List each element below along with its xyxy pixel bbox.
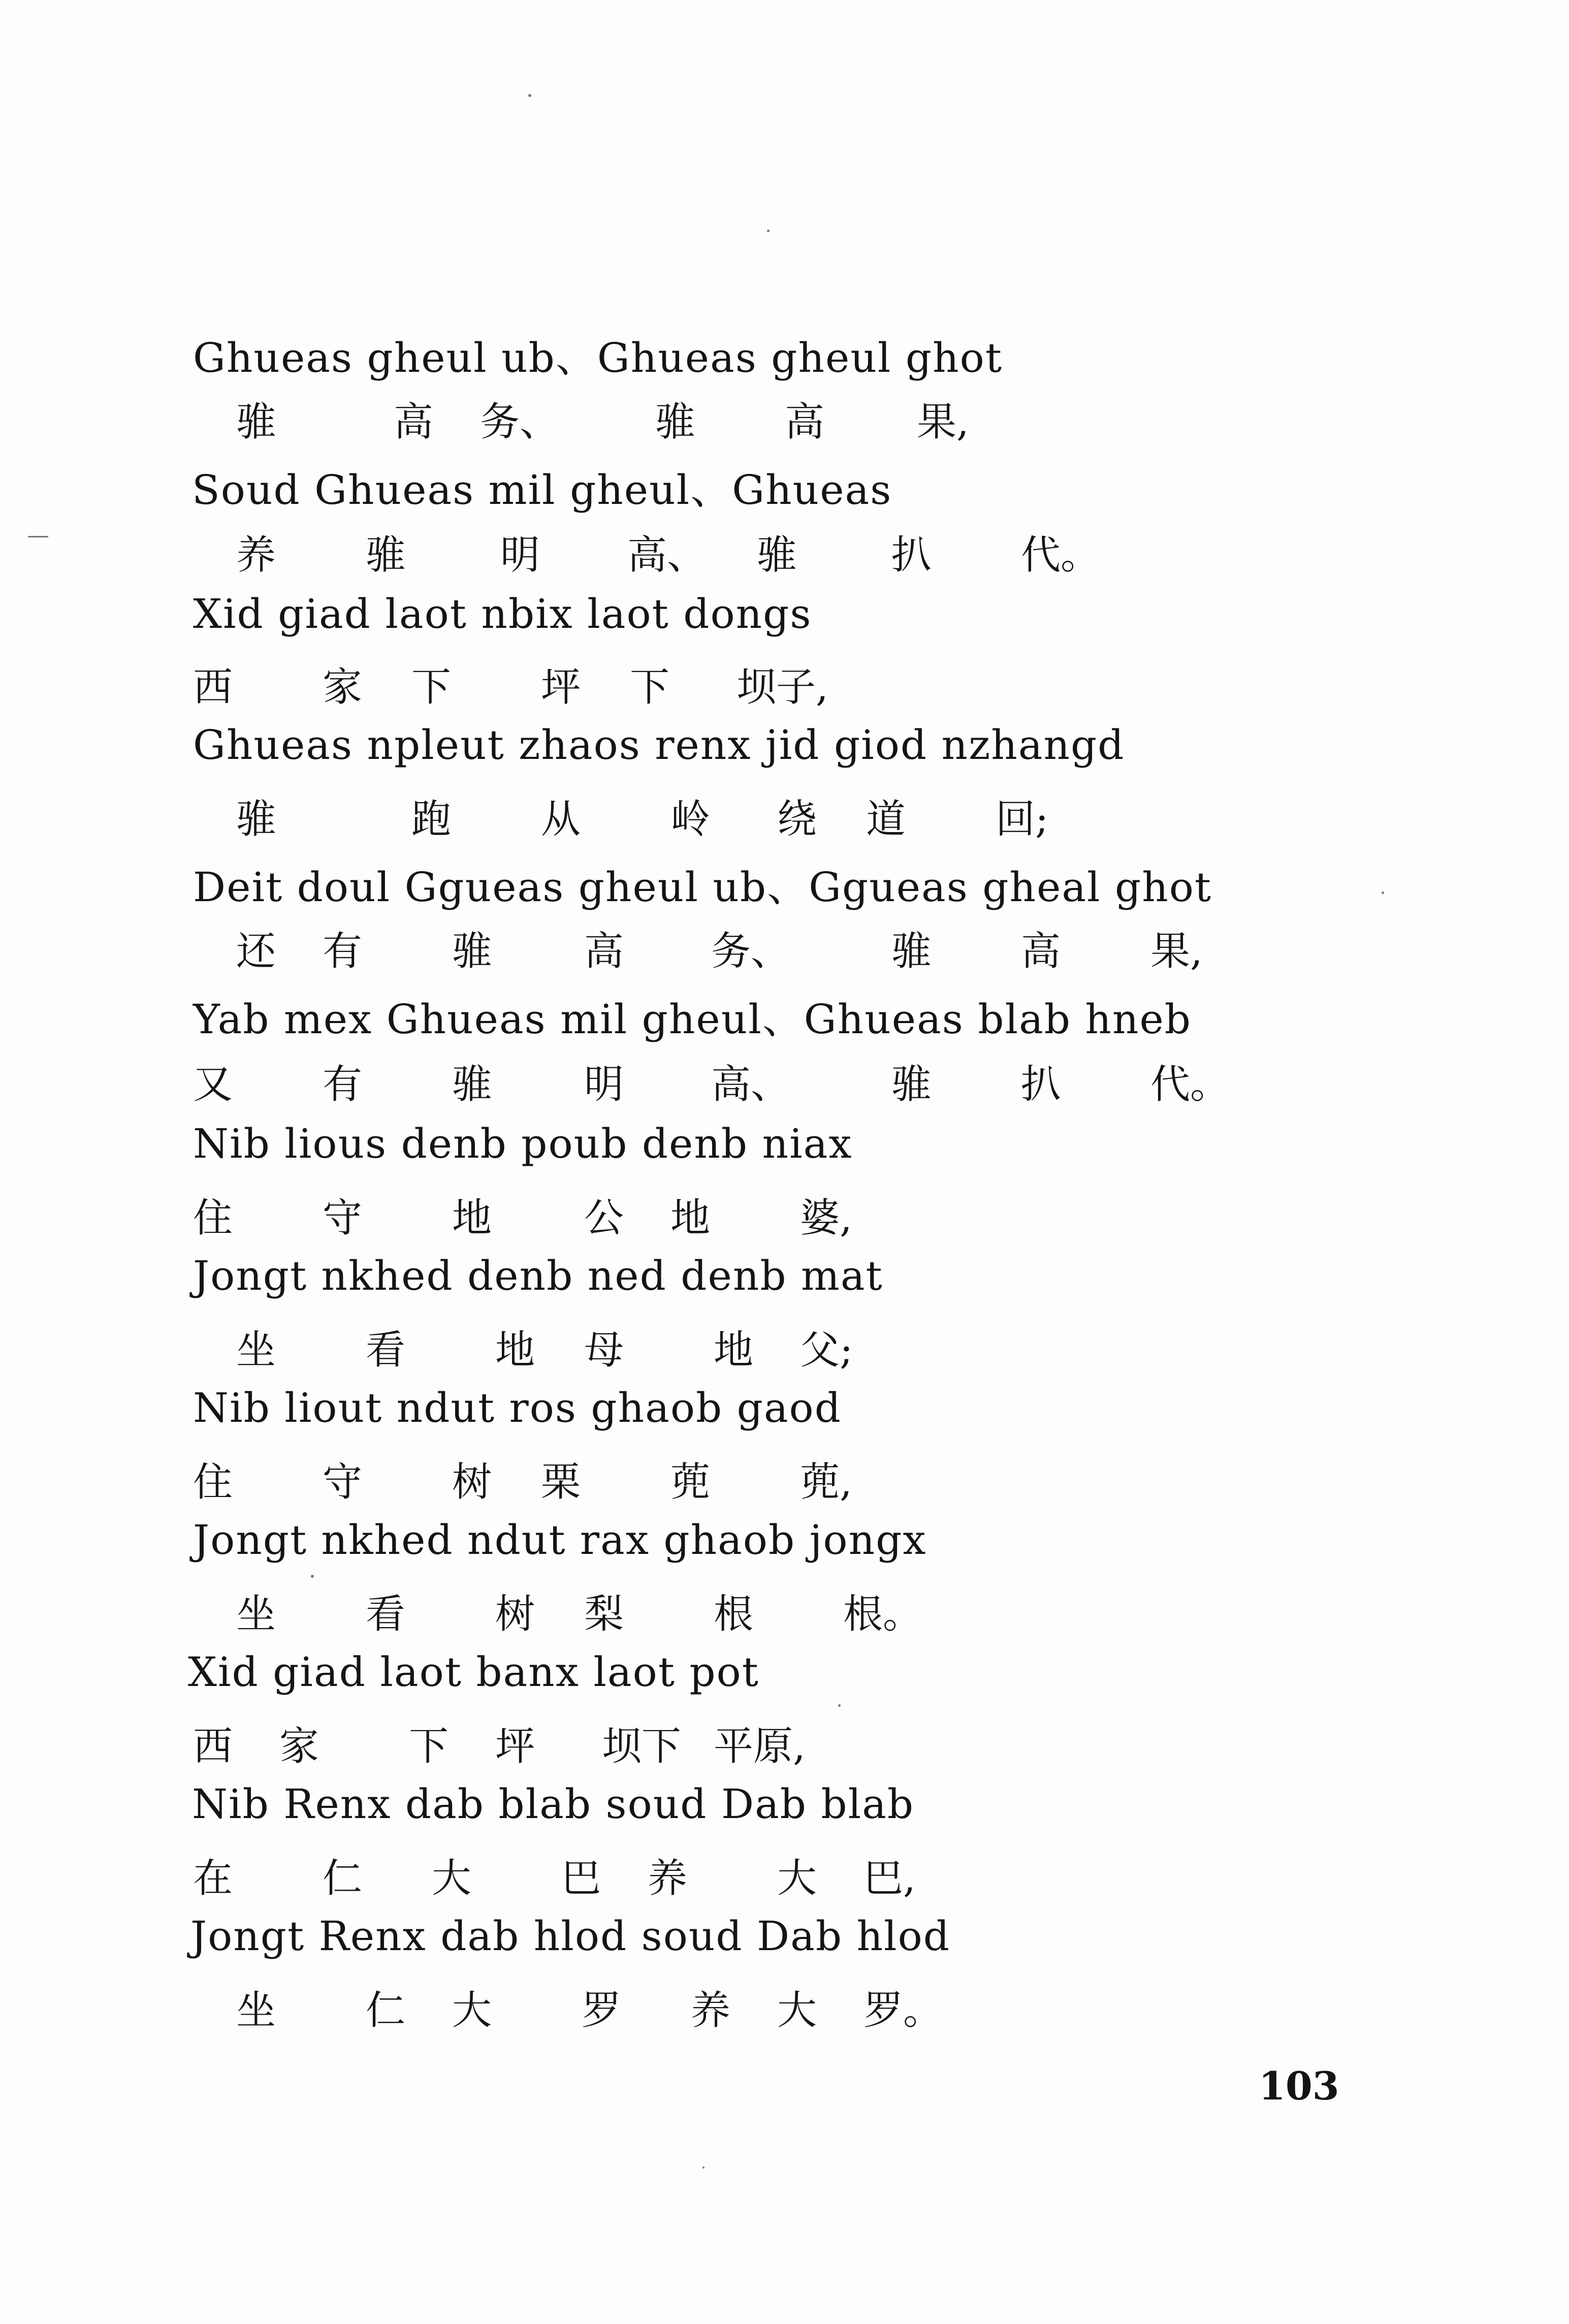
- gloss-token: 坐: [236, 1988, 276, 2033]
- romanized-line: [193, 854, 1212, 910]
- gloss-token: 父;: [800, 1327, 853, 1373]
- gloss-token: 家: [279, 1724, 319, 1769]
- romanized-line: [193, 1252, 883, 1308]
- gloss-token: 下: [411, 664, 452, 710]
- romanized-line: [193, 1384, 842, 1440]
- gloss-token: 又: [193, 1062, 233, 1107]
- scan-speck: [702, 2167, 705, 2169]
- gloss-token: 住: [193, 1195, 233, 1241]
- gloss-token: 蔸: [670, 1459, 711, 1505]
- page-number: 103: [1259, 2063, 1339, 2109]
- gloss-token: 岭: [670, 797, 711, 842]
- gloss-token: 地: [452, 1195, 492, 1241]
- gloss-token: 巴,: [863, 1856, 916, 1901]
- gloss-token: 下: [409, 1724, 449, 1769]
- gloss-token: 骓: [452, 929, 492, 974]
- line-text: Soud Ghueas mil gheul、Ghueas: [192, 466, 892, 514]
- gloss-token: 家: [323, 664, 363, 710]
- gloss-token: 务、: [480, 399, 560, 445]
- romanized-line: [193, 590, 812, 646]
- gloss-token: 蔸,: [800, 1459, 852, 1505]
- gloss-token: 根: [714, 1591, 754, 1637]
- gloss-token: 公: [584, 1195, 624, 1241]
- gloss-token: 骓: [891, 1062, 932, 1107]
- gloss-token: 有: [323, 1062, 363, 1107]
- gloss-token: 守: [323, 1459, 363, 1505]
- gloss-token: 还: [236, 929, 276, 974]
- gloss-token: 地: [714, 1327, 754, 1373]
- line-text: Jongt nkhed ndut rax ghaob jongx: [193, 1516, 927, 1564]
- gloss-token: 在: [193, 1856, 233, 1901]
- gloss-token: 骓: [757, 532, 797, 578]
- gloss-token: 跑: [411, 797, 452, 842]
- gloss-token: 回;: [996, 797, 1049, 842]
- gloss-token: 高: [785, 399, 825, 445]
- gloss-token: 骓: [452, 1062, 492, 1107]
- line-text: Yab mex Ghueas mil gheul、Ghueas blab hneb: [193, 996, 1192, 1043]
- gloss-token: 大: [777, 1988, 817, 2033]
- gloss-token: 罗。: [863, 1988, 943, 2033]
- gloss-token: 住: [193, 1459, 233, 1505]
- line-text: Nib liout ndut ros ghaob gaod: [193, 1384, 842, 1431]
- gloss-token: 梨: [584, 1591, 624, 1637]
- gloss-token: 骓: [655, 399, 695, 445]
- line-text: Jongt nkhed denb ned denb mat: [193, 1252, 883, 1299]
- gloss-token: 根。: [843, 1591, 923, 1637]
- gloss-token: 有: [323, 929, 363, 974]
- scan-speck: [311, 1575, 314, 1578]
- gloss-token: 骓: [891, 929, 932, 974]
- gloss-token: 从: [541, 797, 581, 842]
- gloss-token: 养: [691, 1988, 731, 2033]
- gloss-token: 代。: [1021, 532, 1101, 578]
- gloss-token: 坪: [495, 1724, 535, 1769]
- romanized-line: [192, 1780, 914, 1836]
- gloss-token: 高: [584, 929, 624, 974]
- gloss-token: 骓: [366, 532, 406, 578]
- scan-speck: [28, 536, 48, 537]
- gloss-token: 果,: [917, 399, 969, 445]
- gloss-token: 仁: [366, 1988, 406, 2033]
- romanized-line: [193, 325, 1003, 381]
- gloss-token: 守: [323, 1195, 363, 1241]
- gloss-token: 坐: [236, 1327, 276, 1373]
- gloss-token: 高、: [627, 532, 707, 578]
- gloss-token: 坐: [236, 1591, 276, 1637]
- gloss-token: 骓: [236, 797, 276, 842]
- romanized-line: [192, 457, 892, 513]
- romanized-line: [193, 1120, 852, 1176]
- romanized-line: [193, 721, 1125, 777]
- line-text: Ghueas npleut zhaos renx jid giod nzhangd: [193, 721, 1125, 769]
- scan-speck: [838, 1704, 841, 1707]
- gloss-token: 绕: [777, 797, 817, 842]
- gloss-token: 大: [432, 1856, 472, 1901]
- gloss-token: 务、: [711, 929, 791, 974]
- gloss-token: 看: [366, 1327, 406, 1373]
- gloss-token: 树: [495, 1591, 535, 1637]
- gloss-token: 下: [630, 664, 670, 710]
- gloss-token: 扒: [891, 532, 932, 578]
- gloss-token: 养: [648, 1856, 688, 1901]
- gloss-token: 平原,: [714, 1724, 806, 1769]
- gloss-token: 仁: [323, 1856, 363, 1901]
- gloss-token: 地: [495, 1327, 535, 1373]
- gloss-token: 大: [777, 1856, 817, 1901]
- gloss-token: 罗: [582, 1988, 622, 2033]
- line-text: Nib Renx dab blab soud Dab blab: [192, 1780, 915, 1828]
- line-text: Ghueas gheul ub、Ghueas gheul ghot: [193, 334, 1003, 381]
- line-text: Xid giad laot banx laot pot: [188, 1648, 759, 1696]
- gloss-token: 看: [366, 1591, 406, 1637]
- gloss-token: 养: [236, 532, 276, 578]
- gloss-token: 坝下: [602, 1724, 682, 1769]
- gloss-token: 婆,: [800, 1195, 852, 1241]
- scan-speck: [767, 230, 770, 232]
- gloss-token: 母: [584, 1327, 624, 1373]
- romanized-line: [193, 986, 1192, 1042]
- line-text: Deit doul Ggueas gheul ub、Ggueas gheal ghot: [193, 864, 1212, 911]
- romanized-line: [193, 1516, 926, 1572]
- line-text: Jongt Renx dab hlod soud Dab hlod: [190, 1913, 950, 1960]
- gloss-token: 明: [584, 1062, 624, 1107]
- gloss-token: 大: [452, 1988, 492, 2033]
- line-text: Nib lious denb poub denb niax: [193, 1120, 853, 1167]
- gloss-token: 明: [500, 532, 540, 578]
- gloss-token: 高: [1021, 929, 1061, 974]
- gloss-token: 西: [193, 664, 233, 710]
- gloss-token: 坪: [541, 664, 581, 710]
- romanized-line: [190, 1913, 950, 1968]
- gloss-token: 地: [670, 1195, 711, 1241]
- line-text: Xid giad laot nbix laot dongs: [193, 590, 812, 638]
- gloss-token: 巴: [561, 1856, 601, 1901]
- gloss-token: 果,: [1150, 929, 1203, 974]
- gloss-token: 坝子,: [737, 664, 828, 710]
- gloss-token: 高、: [711, 1062, 791, 1107]
- gloss-token: 骓: [236, 399, 276, 445]
- gloss-token: 高: [394, 399, 434, 445]
- romanized-line: [188, 1648, 759, 1704]
- scan-speck: [528, 94, 531, 97]
- gloss-token: 代。: [1150, 1062, 1230, 1107]
- scan-speck: [1382, 892, 1384, 894]
- gloss-token: 西: [193, 1724, 233, 1769]
- gloss-token: 树: [452, 1459, 492, 1505]
- gloss-token: 扒: [1021, 1062, 1061, 1107]
- gloss-token: 道: [866, 797, 906, 842]
- gloss-token: 栗: [541, 1459, 581, 1505]
